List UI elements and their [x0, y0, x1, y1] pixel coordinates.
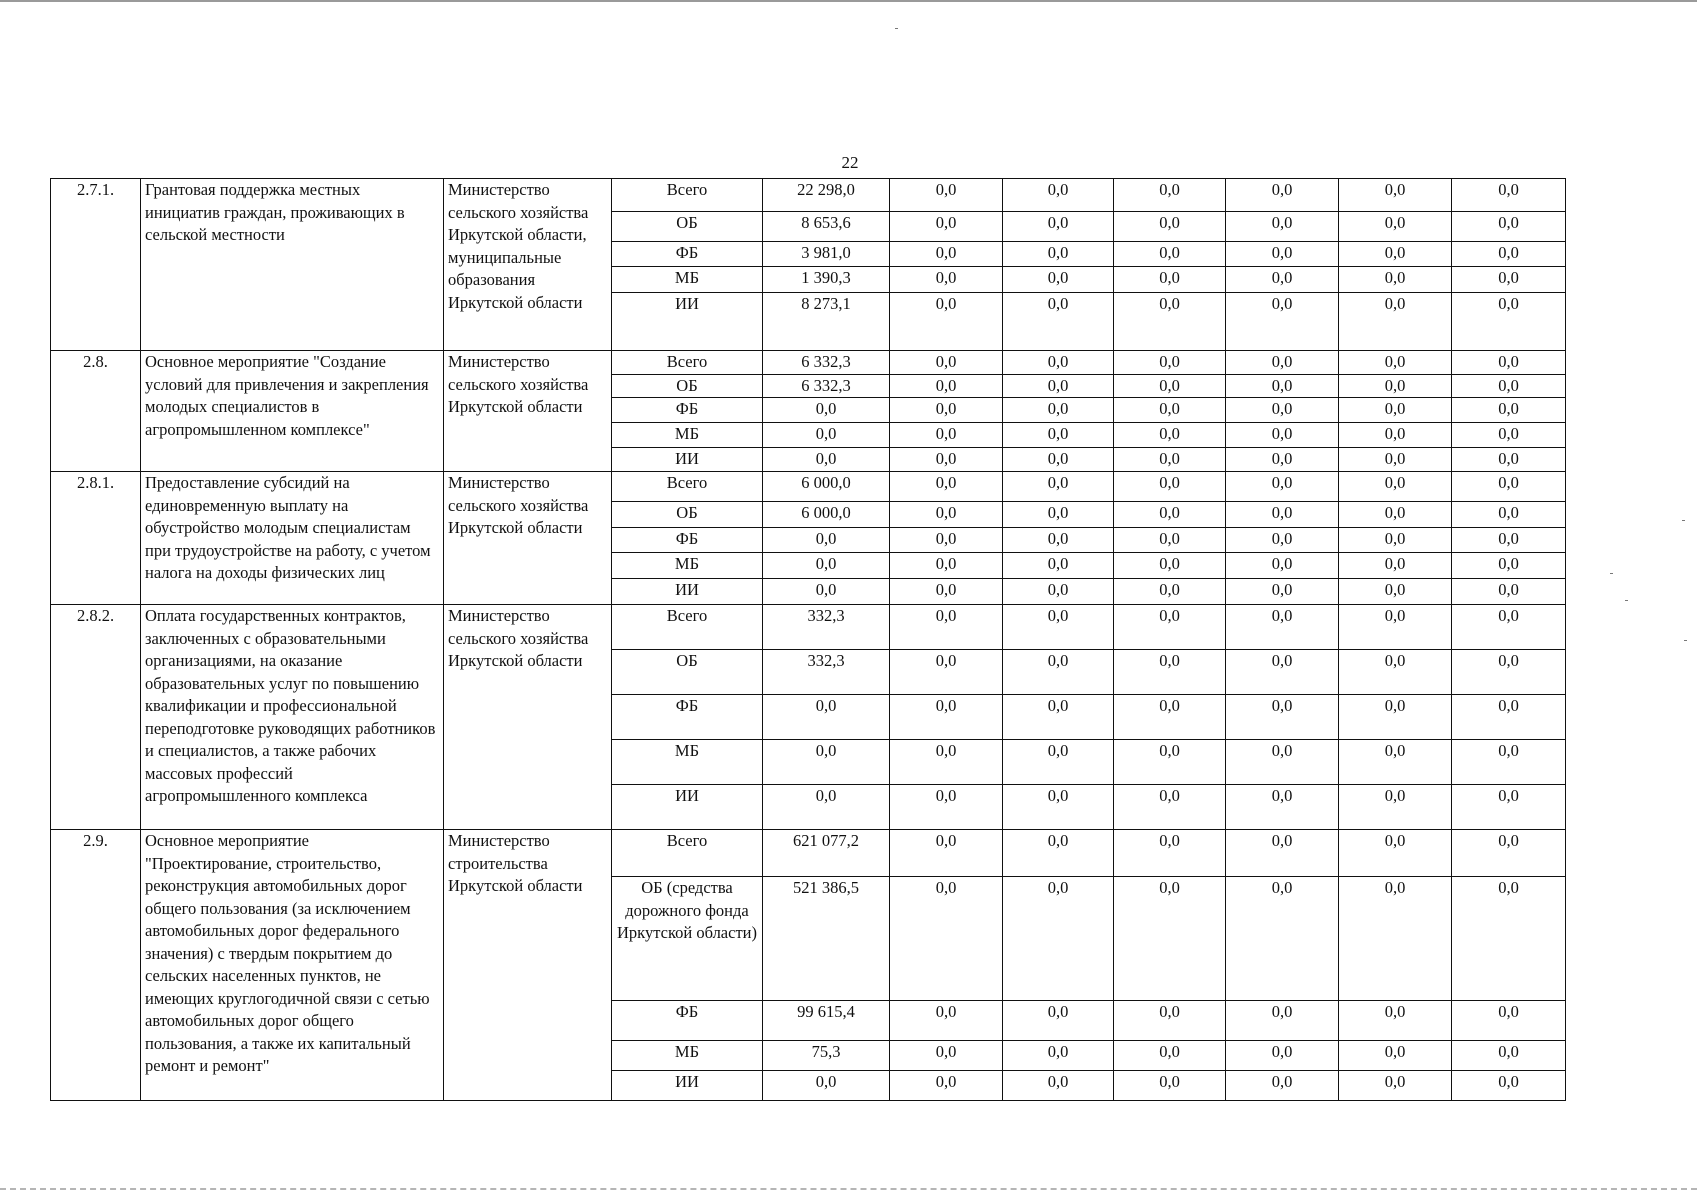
funding-source: ФБ — [612, 1001, 763, 1041]
funding-value: 0,0 — [1003, 695, 1114, 740]
funding-value: 0,0 — [1114, 579, 1226, 605]
funding-source: Всего — [612, 830, 763, 877]
funding-value: 332,3 — [763, 605, 890, 650]
funding-value: 0,0 — [1114, 1041, 1226, 1071]
funding-value: 0,0 — [763, 695, 890, 740]
funding-value: 0,0 — [1003, 212, 1114, 242]
funding-value: 0,0 — [1452, 579, 1566, 605]
item-code: 2.8. — [51, 351, 141, 472]
funding-value: 0,0 — [890, 695, 1003, 740]
scan-speck — [895, 28, 898, 29]
funding-value: 0,0 — [1003, 502, 1114, 528]
funding-value: 0,0 — [890, 242, 1003, 267]
funding-value: 0,0 — [1452, 351, 1566, 375]
funding-value: 99 615,4 — [763, 1001, 890, 1041]
funding-value: 0,0 — [1452, 877, 1566, 1001]
funding-value: 621 077,2 — [763, 830, 890, 877]
funding-value: 0,0 — [1452, 267, 1566, 293]
funding-value: 0,0 — [1452, 398, 1566, 423]
funding-value: 0,0 — [1452, 553, 1566, 579]
table-row — [51, 830, 1566, 877]
item-name: Грантовая поддержка местных инициатив граждан, проживающих в сельской местности — [141, 179, 444, 351]
item-code: 2.8.1. — [51, 472, 141, 605]
funding-value: 0,0 — [890, 179, 1003, 212]
funding-value: 3 981,0 — [763, 242, 890, 267]
funding-value: 0,0 — [1226, 242, 1339, 267]
funding-value: 0,0 — [763, 785, 890, 830]
funding-value: 0,0 — [890, 398, 1003, 423]
funding-value: 0,0 — [1339, 374, 1452, 398]
funding-value: 0,0 — [1003, 448, 1114, 472]
funding-value: 0,0 — [1114, 351, 1226, 375]
funding-value: 0,0 — [890, 579, 1003, 605]
funding-value: 0,0 — [1226, 830, 1339, 877]
funding-value: 0,0 — [1339, 528, 1452, 553]
funding-source: ФБ — [612, 242, 763, 267]
funding-value: 0,0 — [890, 528, 1003, 553]
funding-value: 0,0 — [1003, 605, 1114, 650]
funding-value: 0,0 — [1003, 267, 1114, 293]
funding-value: 0,0 — [1226, 553, 1339, 579]
funding-source: ОБ (средства дорожного фонда Иркутской области) — [612, 877, 763, 1001]
responsible-executor: Министерство сельского хозяйства Иркутской области, муниципальные образования Иркутской области — [444, 179, 612, 351]
funding-value: 0,0 — [1003, 374, 1114, 398]
funding-value: 0,0 — [1452, 423, 1566, 448]
funding-value: 0,0 — [1114, 179, 1226, 212]
funding-value: 0,0 — [890, 830, 1003, 877]
funding-value: 0,0 — [1226, 785, 1339, 830]
scan-speck — [1625, 600, 1628, 601]
item-name: Основное мероприятие "Проектирование, строительство, реконструкция автомобильных дорог общего пользования (за исключением автомобильных дорог федерального значения) с твердым покрытием до сельских населенных пунктов, не имеющих круглогодичной связи с сетью автомобильных дорог общего пользования, а также их капитальный ремонт и ремонт" — [141, 830, 444, 1101]
scan-top-edge — [0, 0, 1697, 2]
funding-source: ИИ — [612, 1071, 763, 1101]
funding-source: ОБ — [612, 374, 763, 398]
funding-value: 0,0 — [890, 877, 1003, 1001]
funding-value: 0,0 — [763, 553, 890, 579]
funding-value: 0,0 — [1226, 650, 1339, 695]
funding-value: 22 298,0 — [763, 179, 890, 212]
funding-value: 0,0 — [1114, 398, 1226, 423]
funding-value: 0,0 — [1226, 740, 1339, 785]
item-name: Оплата государственных контрактов, заключенных с образовательными организациями, на оказание образовательных услуг по повышению квалификации и профессиональной переподготовке руководящих работников и специалистов, а также рабочих массовых профессий агропромышленного комплекса — [141, 605, 444, 830]
funding-value: 0,0 — [1452, 830, 1566, 877]
funding-source: ФБ — [612, 695, 763, 740]
funding-value: 0,0 — [1114, 293, 1226, 351]
funding-value: 0,0 — [1226, 502, 1339, 528]
funding-source: МБ — [612, 423, 763, 448]
funding-value: 0,0 — [1339, 423, 1452, 448]
funding-value: 0,0 — [1226, 423, 1339, 448]
funding-value: 0,0 — [1226, 293, 1339, 351]
funding-value: 0,0 — [890, 650, 1003, 695]
funding-source: ОБ — [612, 212, 763, 242]
funding-value: 0,0 — [890, 374, 1003, 398]
funding-value: 0,0 — [1339, 1041, 1452, 1071]
funding-value: 0,0 — [1452, 1001, 1566, 1041]
funding-value: 0,0 — [763, 740, 890, 785]
funding-value: 0,0 — [1339, 579, 1452, 605]
funding-value: 0,0 — [1452, 785, 1566, 830]
funding-value: 0,0 — [1003, 553, 1114, 579]
funding-value: 0,0 — [1226, 179, 1339, 212]
funding-value: 0,0 — [1226, 1071, 1339, 1101]
funding-value: 0,0 — [1003, 740, 1114, 785]
funding-value: 0,0 — [1003, 830, 1114, 877]
funding-value: 0,0 — [1226, 351, 1339, 375]
funding-value: 0,0 — [1339, 267, 1452, 293]
funding-value: 0,0 — [1452, 650, 1566, 695]
funding-value: 0,0 — [1339, 242, 1452, 267]
funding-value: 0,0 — [1114, 448, 1226, 472]
funding-value: 0,0 — [1114, 785, 1226, 830]
funding-value: 0,0 — [1339, 605, 1452, 650]
funding-value: 0,0 — [1226, 398, 1339, 423]
funding-value: 0,0 — [1114, 267, 1226, 293]
funding-value: 0,0 — [1003, 242, 1114, 267]
funding-value: 8 273,1 — [763, 293, 890, 351]
funding-value: 0,0 — [890, 212, 1003, 242]
funding-value: 6 000,0 — [763, 502, 890, 528]
budget-table — [50, 178, 1566, 1101]
item-code: 2.9. — [51, 830, 141, 1101]
funding-value: 0,0 — [1339, 553, 1452, 579]
funding-value: 0,0 — [1003, 398, 1114, 423]
funding-source: ФБ — [612, 528, 763, 553]
funding-value: 0,0 — [1003, 1001, 1114, 1041]
funding-value: 0,0 — [890, 785, 1003, 830]
funding-value: 0,0 — [1339, 740, 1452, 785]
funding-value: 0,0 — [1226, 1001, 1339, 1041]
funding-value: 0,0 — [890, 293, 1003, 351]
funding-source: МБ — [612, 1041, 763, 1071]
item-code: 2.7.1. — [51, 179, 141, 351]
funding-value: 0,0 — [1339, 1071, 1452, 1101]
funding-value: 0,0 — [1452, 1071, 1566, 1101]
funding-value: 0,0 — [1452, 695, 1566, 740]
funding-value: 0,0 — [1452, 528, 1566, 553]
funding-source: МБ — [612, 740, 763, 785]
scan-speck — [1684, 640, 1687, 641]
funding-value: 0,0 — [890, 1071, 1003, 1101]
funding-value: 0,0 — [1114, 695, 1226, 740]
funding-value: 0,0 — [1003, 351, 1114, 375]
funding-value: 0,0 — [1339, 785, 1452, 830]
responsible-executor: Министерство сельского хозяйства Иркутской области — [444, 605, 612, 830]
funding-source: Всего — [612, 351, 763, 375]
budget-table-body — [51, 179, 1566, 1101]
funding-value: 0,0 — [1003, 179, 1114, 212]
funding-value: 0,0 — [1114, 502, 1226, 528]
funding-value: 0,0 — [890, 553, 1003, 579]
funding-value: 0,0 — [1226, 374, 1339, 398]
funding-value: 0,0 — [1114, 605, 1226, 650]
funding-value: 75,3 — [763, 1041, 890, 1071]
funding-value: 0,0 — [1114, 374, 1226, 398]
funding-value: 0,0 — [1226, 695, 1339, 740]
funding-value: 0,0 — [1452, 472, 1566, 502]
funding-value: 0,0 — [890, 502, 1003, 528]
funding-value: 0,0 — [890, 472, 1003, 502]
funding-value: 0,0 — [890, 423, 1003, 448]
funding-source: Всего — [612, 605, 763, 650]
funding-value: 0,0 — [1452, 502, 1566, 528]
funding-value: 0,0 — [1114, 528, 1226, 553]
funding-value: 0,0 — [1452, 448, 1566, 472]
funding-value: 0,0 — [1339, 351, 1452, 375]
funding-source: ОБ — [612, 502, 763, 528]
funding-value: 0,0 — [1339, 695, 1452, 740]
funding-value: 0,0 — [1226, 212, 1339, 242]
responsible-executor: Министерство строительства Иркутской области — [444, 830, 612, 1101]
funding-value: 332,3 — [763, 650, 890, 695]
funding-value: 0,0 — [1114, 650, 1226, 695]
funding-value: 0,0 — [1339, 179, 1452, 212]
funding-value: 0,0 — [890, 267, 1003, 293]
funding-value: 0,0 — [1226, 877, 1339, 1001]
funding-value: 0,0 — [890, 1001, 1003, 1041]
funding-value: 0,0 — [1452, 179, 1566, 212]
funding-value: 0,0 — [1003, 528, 1114, 553]
funding-value: 0,0 — [1114, 423, 1226, 448]
funding-value: 8 653,6 — [763, 212, 890, 242]
funding-source: ОБ — [612, 650, 763, 695]
funding-value: 0,0 — [1452, 1041, 1566, 1071]
funding-value: 0,0 — [1339, 293, 1452, 351]
funding-value: 0,0 — [1226, 472, 1339, 502]
table-row — [51, 472, 1566, 502]
funding-value: 0,0 — [763, 579, 890, 605]
funding-value: 0,0 — [1226, 579, 1339, 605]
funding-value: 0,0 — [1226, 1041, 1339, 1071]
funding-source: Всего — [612, 472, 763, 502]
funding-source: МБ — [612, 553, 763, 579]
funding-value: 0,0 — [1003, 472, 1114, 502]
funding-value: 0,0 — [763, 528, 890, 553]
funding-source: ИИ — [612, 448, 763, 472]
table-row — [51, 351, 1566, 375]
funding-value: 0,0 — [1003, 1041, 1114, 1071]
funding-value: 0,0 — [763, 423, 890, 448]
funding-source: ИИ — [612, 785, 763, 830]
funding-source: МБ — [612, 267, 763, 293]
funding-value: 0,0 — [1114, 1071, 1226, 1101]
funding-value: 6 332,3 — [763, 374, 890, 398]
funding-value: 0,0 — [1003, 785, 1114, 830]
funding-value: 0,0 — [1452, 374, 1566, 398]
funding-value: 0,0 — [1114, 472, 1226, 502]
funding-value: 0,0 — [1452, 293, 1566, 351]
funding-value: 0,0 — [890, 351, 1003, 375]
funding-value: 0,0 — [763, 1071, 890, 1101]
page-number: 22 — [841, 153, 859, 172]
funding-value: 6 332,3 — [763, 351, 890, 375]
funding-value: 0,0 — [1226, 528, 1339, 553]
funding-value: 0,0 — [1339, 448, 1452, 472]
table-row — [51, 605, 1566, 650]
funding-value: 0,0 — [1339, 650, 1452, 695]
item-name: Основное мероприятие "Создание условий для привлечения и закрепления молодых специалистов в агропромышленном комплексе" — [141, 351, 444, 472]
funding-value: 0,0 — [763, 398, 890, 423]
funding-source: ФБ — [612, 398, 763, 423]
item-name: Предоставление субсидий на единовременную выплату на обустройство молодым специалистам при трудоустройстве на работу, с учетом налога на доходы физических лиц — [141, 472, 444, 605]
funding-value: 521 386,5 — [763, 877, 890, 1001]
funding-value: 0,0 — [1339, 472, 1452, 502]
funding-value: 0,0 — [890, 740, 1003, 785]
funding-source: ИИ — [612, 579, 763, 605]
funding-value: 0,0 — [1339, 502, 1452, 528]
funding-value: 0,0 — [890, 448, 1003, 472]
scan-speck — [1610, 573, 1613, 574]
funding-source: Всего — [612, 179, 763, 212]
funding-value: 0,0 — [1003, 650, 1114, 695]
funding-value: 0,0 — [1003, 293, 1114, 351]
funding-value: 0,0 — [1114, 212, 1226, 242]
funding-value: 0,0 — [1339, 877, 1452, 1001]
funding-value: 6 000,0 — [763, 472, 890, 502]
funding-value: 0,0 — [1452, 242, 1566, 267]
funding-value: 0,0 — [1452, 740, 1566, 785]
funding-value: 0,0 — [1339, 212, 1452, 242]
responsible-executor: Министерство сельского хозяйства Иркутской области — [444, 351, 612, 472]
funding-value: 0,0 — [1003, 423, 1114, 448]
funding-value: 0,0 — [1226, 605, 1339, 650]
funding-value: 1 390,3 — [763, 267, 890, 293]
funding-value: 0,0 — [1003, 877, 1114, 1001]
responsible-executor: Министерство сельского хозяйства Иркутской области — [444, 472, 612, 605]
funding-value: 0,0 — [1339, 398, 1452, 423]
table-row — [51, 179, 1566, 212]
funding-value: 0,0 — [1114, 877, 1226, 1001]
funding-value: 0,0 — [1003, 1071, 1114, 1101]
funding-value: 0,0 — [1339, 830, 1452, 877]
funding-value: 0,0 — [1226, 267, 1339, 293]
funding-value: 0,0 — [1226, 448, 1339, 472]
funding-value: 0,0 — [1114, 740, 1226, 785]
funding-value: 0,0 — [1003, 579, 1114, 605]
funding-value: 0,0 — [1452, 605, 1566, 650]
funding-value: 0,0 — [890, 1041, 1003, 1071]
funding-value: 0,0 — [1114, 1001, 1226, 1041]
funding-value: 0,0 — [1114, 553, 1226, 579]
item-code: 2.8.2. — [51, 605, 141, 830]
funding-value: 0,0 — [1114, 830, 1226, 877]
funding-value: 0,0 — [1452, 212, 1566, 242]
scan-bottom-edge — [0, 1188, 1697, 1190]
funding-value: 0,0 — [890, 605, 1003, 650]
funding-value: 0,0 — [1114, 242, 1226, 267]
scan-speck — [1682, 520, 1685, 521]
funding-source: ИИ — [612, 293, 763, 351]
funding-value: 0,0 — [763, 448, 890, 472]
funding-value: 0,0 — [1339, 1001, 1452, 1041]
